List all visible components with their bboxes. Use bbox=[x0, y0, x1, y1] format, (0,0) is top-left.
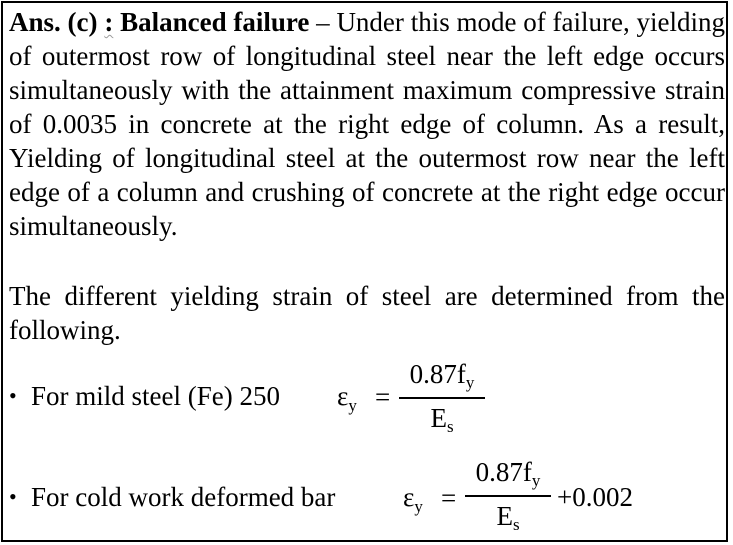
strain-symbol: $\varepsilon_y$ bbox=[403, 482, 423, 516]
title-dash: – bbox=[316, 7, 330, 37]
fraction-bar bbox=[465, 495, 551, 497]
strain-fraction bbox=[465, 457, 551, 535]
paragraph-body: Under this mode of failure, yielding of outermost row of longitudinal steel near the left edge occurs simultaneously with the attainment maximum compressive strain of 0.0035 in concrete at the right edge of column. As a result, Yielding of longitudinal steel at the outermost row near the left edge of a column and crushing of concrete at the right edge occur simultaneously. bbox=[9, 7, 725, 241]
fraction-bar bbox=[399, 397, 485, 399]
bullet-icon: • bbox=[9, 383, 17, 408]
strain-fraction bbox=[399, 359, 485, 437]
section-title: Balanced failure bbox=[120, 7, 310, 37]
balanced-failure-paragraph bbox=[9, 5, 725, 243]
fraction-numerator: $0.87f_y$ bbox=[409, 359, 475, 392]
equals-sign: = bbox=[375, 382, 391, 412]
answer-colon: : bbox=[104, 7, 114, 37]
fraction-numerator: $0.87f_y$ bbox=[475, 457, 541, 490]
equation-label: For mild steel (Fe) 250 bbox=[31, 381, 280, 411]
cold-work-bar-equation bbox=[9, 455, 689, 545]
mild-steel-equation bbox=[9, 355, 509, 445]
equation-label: For cold work deformed bar bbox=[31, 482, 336, 512]
answer-label: Ans. (c) bbox=[9, 7, 98, 37]
yield-strain-intro: The different yielding strain of steel are determined from the following. bbox=[9, 281, 725, 345]
fraction-denominator: $E_s$ bbox=[496, 501, 520, 534]
fraction-denominator: $E_s$ bbox=[430, 403, 454, 436]
bullet-icon: • bbox=[9, 484, 17, 509]
added-strain-term: +0.002 bbox=[557, 482, 633, 512]
equals-sign: = bbox=[441, 483, 457, 513]
strain-symbol: $\varepsilon_y$ bbox=[337, 381, 357, 415]
document-frame bbox=[1, 1, 728, 542]
